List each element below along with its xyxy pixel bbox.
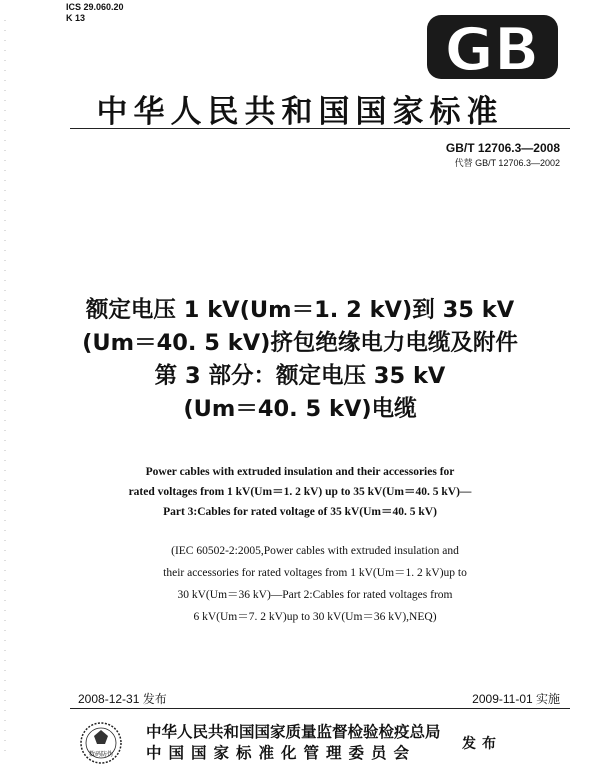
en-title-line-1: Power cables with extruded insulation and their accessories for bbox=[145, 466, 455, 478]
cn-title-line-3: 第 3 部分：额定电压 35 kV bbox=[154, 363, 446, 389]
replaces-note: 代替 GB/T 12706.3—2002 bbox=[454, 158, 560, 168]
standard-number: GB/T 12706.3—2008 bbox=[445, 141, 560, 155]
gb-logo bbox=[425, 12, 560, 82]
chinese-title bbox=[30, 294, 570, 426]
issue-date: 2008-12-31 发布 bbox=[78, 692, 167, 706]
header-divider bbox=[70, 128, 570, 129]
iec-line-4: 6 kV(Um＝7. 2 kV)up to 30 kV(Um＝36 kV),NEQ) bbox=[193, 611, 437, 623]
seal-text: 数码防伪 bbox=[88, 751, 114, 758]
iec-reference bbox=[90, 540, 540, 628]
iec-line-1: (IEC 60502-2:2005,Power cables with extruded insulation and bbox=[171, 545, 459, 557]
implementation-date: 2009-11-01 实施 bbox=[472, 692, 560, 706]
en-title-line-3: Part 3:Cables for rated voltage of 35 kV(Um＝40. 5 kV) bbox=[163, 506, 437, 518]
ics-code: ICS 29.060.20 bbox=[66, 2, 124, 12]
english-title bbox=[40, 462, 560, 522]
margin-scan-marks bbox=[2, 0, 8, 768]
standard-type-heading: 中华人民共和国国家标准 bbox=[96, 94, 504, 130]
standard-number-block bbox=[446, 141, 560, 169]
classification-codes bbox=[66, 2, 124, 24]
issuer-aqsiq: 中华人民共和国国家质量监督检验检疫总局 bbox=[146, 723, 441, 741]
anti-counterfeit-seal bbox=[72, 718, 130, 768]
gb-logo-text: GB bbox=[444, 15, 540, 82]
iec-line-2: their accessories for rated voltages from 1 kV(Um＝1. 2 kV)up to bbox=[163, 567, 467, 579]
en-title-line-2: rated voltages from 1 kV(Um＝1. 2 kV) up to 35 kV(Um＝40. 5 kV)— bbox=[128, 486, 472, 498]
class-code: K 13 bbox=[66, 13, 86, 23]
cn-title-line-4: (Um＝40. 5 kV)电缆 bbox=[183, 396, 417, 422]
footer-divider bbox=[70, 708, 570, 709]
cn-title-line-2: (Um＝40. 5 kV)挤包绝缘电力电缆及附件 bbox=[82, 330, 518, 356]
iec-line-3: 30 kV(Um＝36 kV)—Part 2:Cables for rated voltages from bbox=[177, 589, 453, 601]
issuer-sac: 中国国家标准化管理委员会 bbox=[146, 744, 417, 762]
publish-label: 发布 bbox=[462, 736, 502, 752]
issuing-authorities bbox=[146, 722, 441, 764]
cn-title-line-1: 额定电压 1 kV(Um＝1. 2 kV)到 35 kV bbox=[85, 297, 515, 323]
